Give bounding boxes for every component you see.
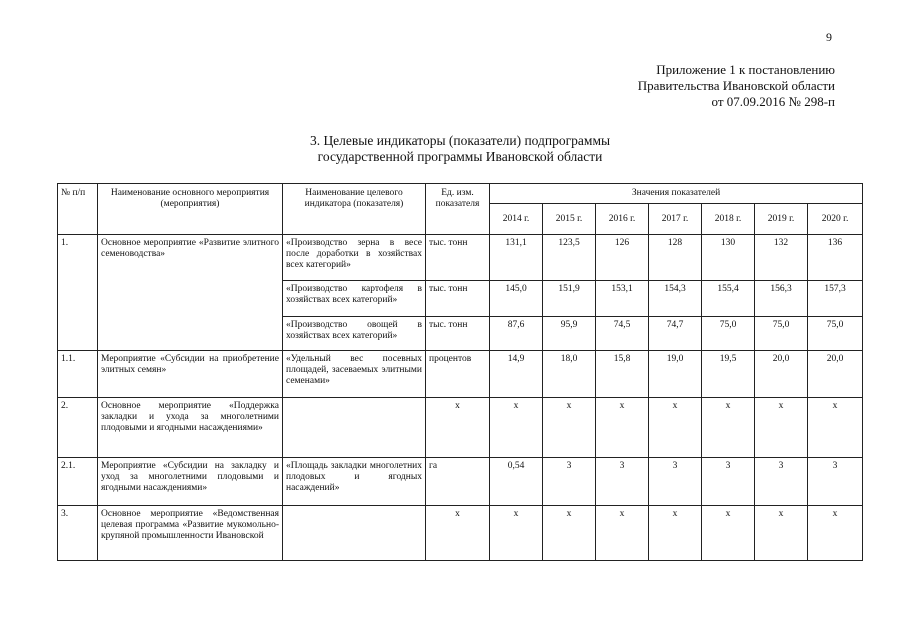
- row-value: х: [808, 506, 863, 561]
- row-value: 74,7: [649, 317, 702, 351]
- table-row: [58, 506, 863, 561]
- header-num: № п/п: [58, 184, 98, 235]
- row-value: 20,0: [755, 351, 808, 398]
- row-value: 3: [702, 458, 755, 506]
- row-value: 3: [755, 458, 808, 506]
- row-value: 87,6: [490, 317, 543, 351]
- row-num: 2.1.: [58, 458, 98, 506]
- row-value: 74,5: [596, 317, 649, 351]
- row-value: 75,0: [755, 317, 808, 351]
- row-value: 3: [649, 458, 702, 506]
- row-value: 126: [596, 235, 649, 281]
- row-value: 128: [649, 235, 702, 281]
- header-year: 2018 г.: [702, 204, 755, 235]
- row-num: 2.: [58, 398, 98, 458]
- row-value: 130: [702, 235, 755, 281]
- row-value: 3: [808, 458, 863, 506]
- document-title: [120, 133, 800, 165]
- row-value: 3: [543, 458, 596, 506]
- row-value: 14,9: [490, 351, 543, 398]
- approval-line: Приложение 1 к постановлению: [656, 62, 835, 77]
- row-value: х: [808, 398, 863, 458]
- row-indicator: «Удельный вес посевных площадей, засеваемых элитными семенами»: [283, 351, 426, 398]
- row-value: х: [543, 398, 596, 458]
- row-value: 19,0: [649, 351, 702, 398]
- row-unit: тыс. тонн: [426, 281, 490, 317]
- row-value: 145,0: [490, 281, 543, 317]
- row-value: 0,54: [490, 458, 543, 506]
- title-line: государственной программы Ивановской области: [317, 149, 603, 164]
- row-value: 19,5: [702, 351, 755, 398]
- row-value: х: [649, 506, 702, 561]
- table-row: [58, 235, 863, 281]
- header-year: 2015 г.: [543, 204, 596, 235]
- row-value: 131,1: [490, 235, 543, 281]
- row-value: х: [702, 398, 755, 458]
- row-num: 3.: [58, 506, 98, 561]
- row-value: х: [755, 506, 808, 561]
- row-value: 75,0: [702, 317, 755, 351]
- approval-line: от 07.09.2016 № 298-п: [711, 94, 835, 109]
- row-value: 132: [755, 235, 808, 281]
- row-indicator: «Площадь закладки многолетних плодовых и ягодных насаждений»: [283, 458, 426, 506]
- row-value: х: [596, 506, 649, 561]
- header-year: 2020 г.: [808, 204, 863, 235]
- row-value: 95,9: [543, 317, 596, 351]
- row-event: Мероприятие «Субсидии на закладку и уход за многолетними плодовыми и ягодными насаждениями»: [98, 458, 283, 506]
- header-indicator: Наименование целевого индикатора (показателя): [283, 184, 426, 235]
- row-unit: х: [426, 398, 490, 458]
- row-num: 1.: [58, 235, 98, 351]
- row-value: 15,8: [596, 351, 649, 398]
- header-values: Значения показателей: [490, 184, 863, 204]
- table-row: [58, 398, 863, 458]
- row-value: х: [490, 398, 543, 458]
- row-value: 123,5: [543, 235, 596, 281]
- page-number: 9: [826, 30, 832, 44]
- row-indicator: [283, 506, 426, 561]
- row-indicator: [283, 398, 426, 458]
- row-value: 157,3: [808, 281, 863, 317]
- row-value: 151,9: [543, 281, 596, 317]
- row-event: Основное мероприятие «Поддержка закладки и ухода за многолетними плодовыми и ягодными насаждениями»: [98, 398, 283, 458]
- approval-block: [638, 62, 835, 110]
- header-year: 2014 г.: [490, 204, 543, 235]
- row-unit: тыс. тонн: [426, 317, 490, 351]
- header-year: 2019 г.: [755, 204, 808, 235]
- row-value: х: [543, 506, 596, 561]
- row-value: 153,1: [596, 281, 649, 317]
- row-unit: процентов: [426, 351, 490, 398]
- title-line: 3. Целевые индикаторы (показатели) подпрограммы: [309, 133, 611, 148]
- row-value: х: [755, 398, 808, 458]
- row-event: Основное мероприятие «Ведомственная целевая программа «Развитие мукомольно-крупяной промышленности Ивановской: [98, 506, 283, 561]
- row-indicator: «Производство картофеля в хозяйствах всех категорий»: [283, 281, 426, 317]
- header-year: 2017 г.: [649, 204, 702, 235]
- row-value: 136: [808, 235, 863, 281]
- approval-line: Правительства Ивановской области: [637, 78, 835, 93]
- row-value: 3: [596, 458, 649, 506]
- header-unit: Ед. изм. показателя: [426, 184, 490, 235]
- row-value: 155,4: [702, 281, 755, 317]
- header-year: 2016 г.: [596, 204, 649, 235]
- header-event: Наименование основного мероприятия (мероприятия): [98, 184, 283, 235]
- row-value: 20,0: [808, 351, 863, 398]
- table-row: [58, 351, 863, 398]
- row-unit: тыс. тонн: [426, 235, 490, 281]
- row-indicator: «Производство зерна в весе после доработки в хозяйствах всех категорий»: [283, 235, 426, 281]
- row-event: Мероприятие «Субсидии на приобретение элитных семян»: [98, 351, 283, 398]
- row-unit: га: [426, 458, 490, 506]
- row-value: 154,3: [649, 281, 702, 317]
- row-value: х: [649, 398, 702, 458]
- indicators-table: [57, 183, 863, 561]
- row-event: Основное мероприятие «Развитие элитного семеноводства»: [98, 235, 283, 351]
- row-value: х: [490, 506, 543, 561]
- row-num: 1.1.: [58, 351, 98, 398]
- row-unit: х: [426, 506, 490, 561]
- row-value: 75,0: [808, 317, 863, 351]
- row-value: х: [596, 398, 649, 458]
- row-value: 18,0: [543, 351, 596, 398]
- row-indicator: «Производство овощей в хозяйствах всех категорий»: [283, 317, 426, 351]
- row-value: х: [702, 506, 755, 561]
- table-row: [58, 458, 863, 506]
- row-value: 156,3: [755, 281, 808, 317]
